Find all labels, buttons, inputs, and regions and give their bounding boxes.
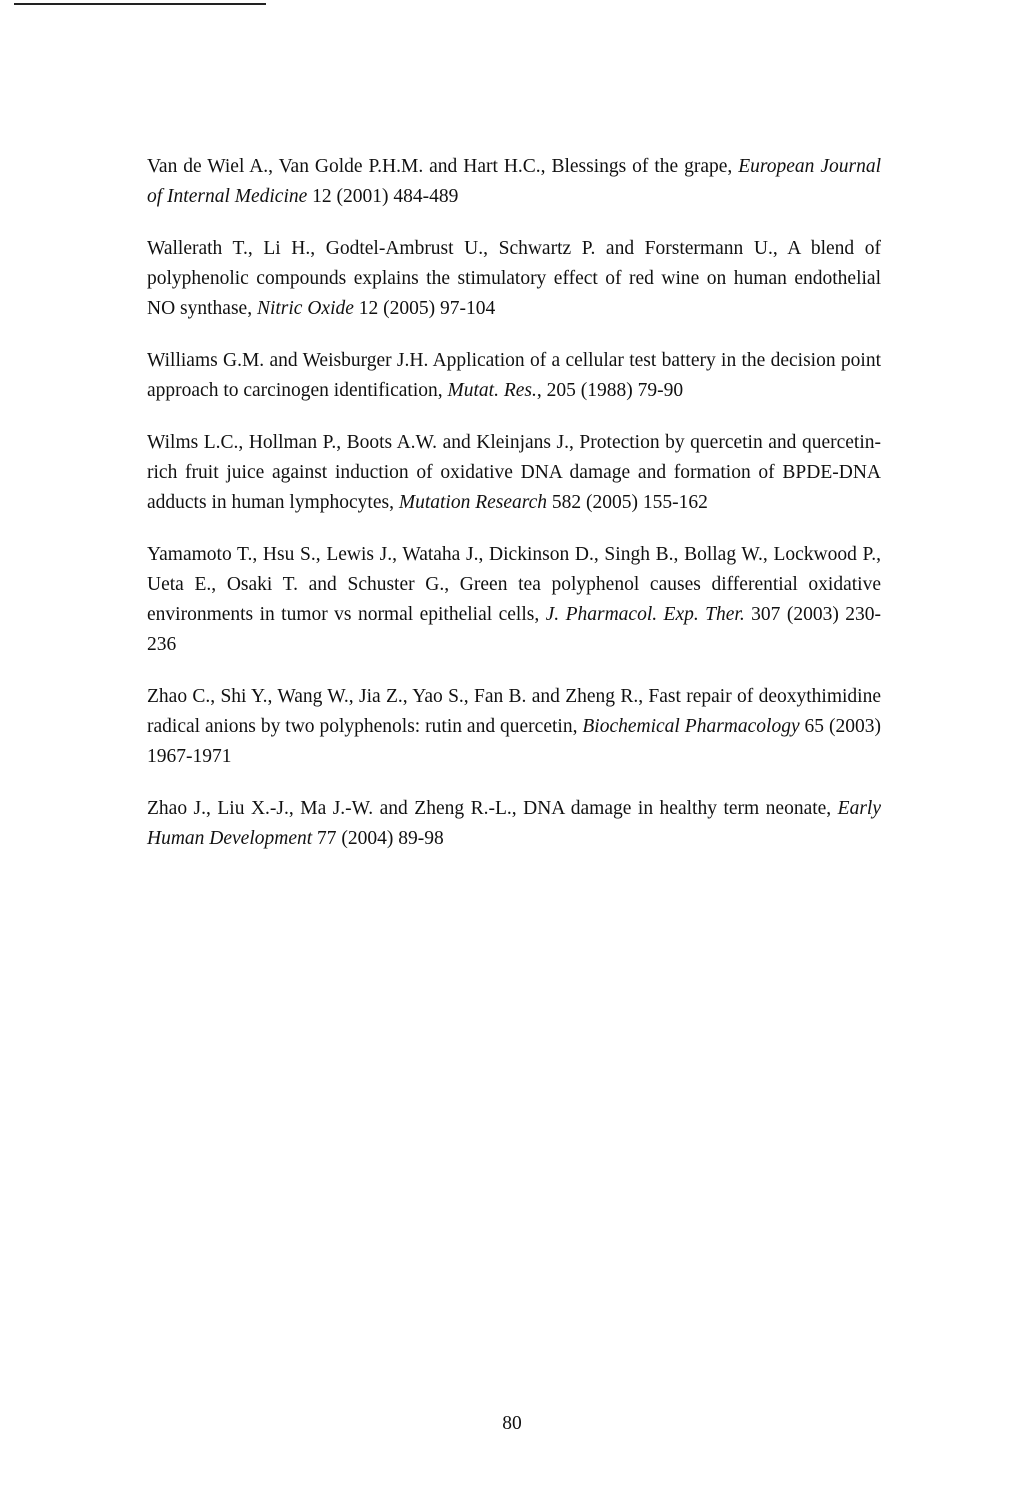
- reference-entry: [147, 152, 881, 212]
- reference-list: [147, 152, 881, 876]
- reference-source-title: European Journal of Internal Medicine: [147, 156, 881, 207]
- reference-source-title: Early Human Development: [147, 798, 881, 849]
- reference-entry: [147, 428, 881, 518]
- reference-text: 582 (2005) 155-162: [547, 492, 708, 513]
- reference-text: Wallerath T., Li H., Godtel-Ambrust U., Schwartz P. and Forstermann U., A blend of polyphenolic compounds explains the stimulatory effect of red wine on human endothelial NO synthase,: [147, 238, 881, 319]
- reference-source-title: Mutation Research: [398, 492, 548, 513]
- reference-text: 12 (2005) 97-104: [353, 298, 496, 319]
- reference-source-title: Mutat. Res.: [447, 380, 537, 401]
- reference-entry: [147, 794, 881, 854]
- reference-entry: [147, 682, 881, 772]
- reference-source-title: Nitric Oxide: [256, 298, 354, 319]
- page-number: 80: [502, 1413, 522, 1434]
- reference-entry: [147, 234, 881, 324]
- reference-source-title: Biochemical Pharmacology: [582, 716, 800, 737]
- reference-text: 307 (2003) 230-236: [147, 604, 881, 655]
- reference-text: , 205 (1988) 79-90: [536, 380, 684, 401]
- reference-source-title: J. Pharmacol. Exp. Ther.: [545, 604, 745, 625]
- reference-text: 12 (2001) 484-489: [307, 186, 459, 207]
- top-rule: [14, 3, 266, 5]
- reference-text: Zhao J., Liu X.-J., Ma J.-W. and Zheng R.-L., DNA damage in healthy term neonate,: [147, 798, 838, 819]
- reference-text: 77 (2004) 89-98: [312, 828, 444, 849]
- reference-text: Van de Wiel A., Van Golde P.H.M. and Hart H.C., Blessings of the grape,: [147, 156, 739, 177]
- reference-entry: [147, 346, 881, 406]
- reference-text: Williams G.M. and Weisburger J.H. Application of a cellular test battery in the decision point approach to carcinogen identification,: [147, 350, 881, 401]
- reference-text: Zhao C., Shi Y., Wang W., Jia Z., Yao S., Fan B. and Zheng R., Fast repair of deoxythimidine radical anions by two polyphenols: rutin and quercetin,: [147, 686, 881, 737]
- reference-entry: [147, 540, 881, 660]
- reference-text: Wilms L.C., Hollman P., Boots A.W. and Kleinjans J., Protection by quercetin and quercetin-rich fruit juice against induction of oxidative DNA damage and formation of BPDE-DNA adducts in human lymphocytes,: [147, 432, 881, 513]
- reference-text: Yamamoto T., Hsu S., Lewis J., Wataha J., Dickinson D., Singh B., Bollag W., Lockwood P., Ueta E., Osaki T. and Schuster G., Green tea polyphenol causes differential oxidative environments in tumor vs normal epithelial cells,: [147, 544, 881, 625]
- reference-text: 65 (2003) 1967-1971: [147, 716, 881, 767]
